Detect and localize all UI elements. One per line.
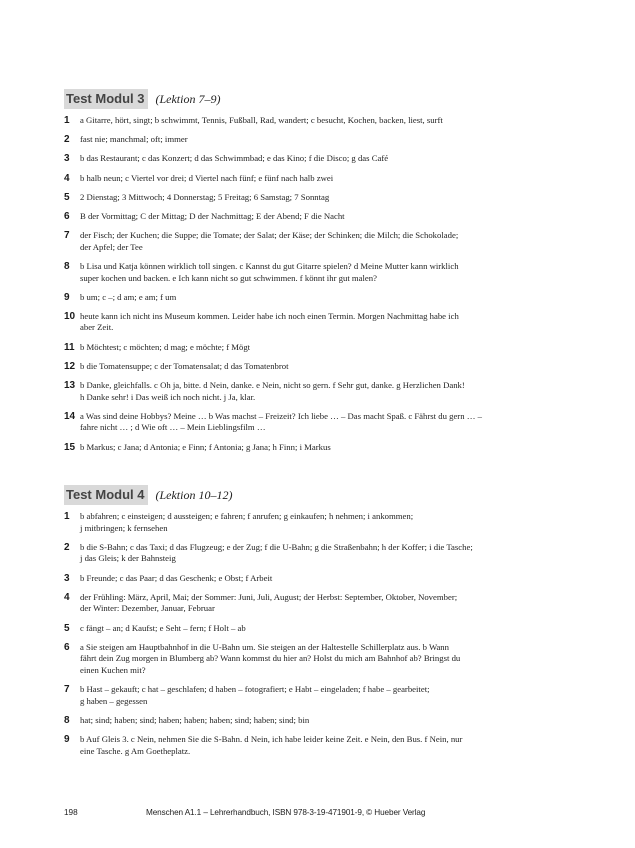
answer-item — [64, 153, 564, 165]
answer-text: a Sie steigen am Hauptbahnhof in die U-Bahn um. Sie steigen an der Haltestelle Schillerplatz aus. b Wann fährt dein Zug morgen in Blumberg ab? Wann kommst du hier an? Holst du mich am Bahnhof ab? Bringst du einen Kuchen mit? — [80, 641, 461, 675]
answer-number: 1 — [64, 115, 70, 126]
answer-number: 8 — [64, 260, 70, 272]
answer-number: 7 — [64, 684, 70, 696]
answer-number: 9 — [64, 291, 70, 303]
answer-text: heute kann ich nicht ins Museum kommen. Leider habe ich noch einen Termin. Morgen Nachmittag habe ich aber Zeit. — [80, 310, 459, 333]
answer-number: 8 — [64, 714, 70, 726]
answer-text: b halb neun; c Viertel vor drei; d Viertel nach fünf; e fünf nach halb zwei — [80, 172, 334, 183]
answer-item — [64, 511, 564, 534]
answer-number: 2 — [64, 134, 70, 146]
answer-number: 14 — [64, 410, 76, 422]
answer-text: b Möchtest; c möchten; d mag; e möchte; f Mögt — [80, 341, 251, 352]
answer-number: 2 — [64, 541, 70, 553]
answer-item — [64, 361, 564, 373]
answer-item — [64, 292, 564, 304]
answer-number: 5 — [64, 191, 70, 203]
answer-item — [64, 715, 564, 727]
section-test-modul-4 — [64, 485, 564, 765]
answer-text: c fängt – an; d Kaufst; e Seht – fern; f Holt – ab — [80, 622, 246, 633]
answer-text: der Fisch; der Kuchen; die Suppe; die Tomate; der Salat; der Käse; der Schinken; die Milch; die Schokolade; der Apfel; der Tee — [80, 230, 459, 252]
answer-text: a Gitarre, hört, singt; b schwimmt, Tennis, Fußball, Rad, wandert; c besucht, Kochen, backen, liest, surft — [80, 115, 443, 125]
answer-item — [64, 230, 564, 253]
answer-text: hat; sind; haben; sind; haben; haben; haben; sind; haben; sind; bin — [80, 714, 310, 725]
answer-item — [64, 592, 564, 615]
answer-text: der Frühling: März, April, Mai; der Sommer: Juni, Juli, August; der Herbst: September, Oktober, November; der Winter: Dezember, Januar, Februar — [80, 591, 458, 614]
answer-item — [64, 442, 564, 454]
answer-item — [64, 642, 564, 677]
answer-text: b Hast – gekauft; c hat – geschlafen; d haben – fotografiert; e Habt – eingeladen; f habe – gearbeitet; g haben – gegessen — [80, 684, 430, 706]
answer-text: B der Vormittag; C der Mittag; D der Nachmittag; E der Abend; F die Nacht — [80, 210, 345, 221]
answer-text: b das Restaurant; c das Konzert; d das Schwimmbad; e das Kino; f die Disco; g das Café — [80, 153, 389, 164]
section-title: Test Modul 3 — [64, 89, 148, 109]
answer-number: 12 — [64, 360, 76, 372]
answer-item — [64, 623, 564, 635]
section-header — [64, 485, 564, 505]
answer-number: 5 — [64, 622, 70, 634]
answer-text: 2 Dienstag; 3 Mittwoch; 4 Donnerstag; 5 Freitag; 6 Samstag; 7 Sonntag — [80, 191, 330, 202]
answer-item — [64, 134, 564, 146]
answer-number: 11 — [64, 341, 75, 353]
section-title: Test Modul 4 — [64, 485, 148, 505]
footer-credit: Menschen A1.1 – Lehrerhandbuch, ISBN 978-3-19-471901-9, © Hueber Verlag — [146, 808, 426, 817]
answer-item — [64, 380, 564, 403]
answer-item — [64, 573, 564, 585]
section-subtitle: (Lektion 7–9) — [155, 92, 221, 106]
answer-item — [64, 211, 564, 223]
answer-item — [64, 684, 564, 707]
answer-number: 4 — [64, 172, 70, 184]
answer-item — [64, 342, 564, 354]
answer-text: b die S-Bahn; c das Taxi; d das Flugzeug; e der Zug; f die U-Bahn; g die Straßenbahn; h der Koffer; i die Tasche; j das Gleis; k der Bahnsteig — [80, 541, 473, 564]
answer-number: 3 — [64, 572, 70, 584]
answer-text: b die Tomatensuppe; c der Tomatensalat; d das Tomatenbrot — [80, 360, 289, 371]
answer-number: 9 — [64, 734, 70, 746]
answer-item — [64, 115, 564, 127]
answer-item — [64, 411, 564, 434]
section-test-modul-3 — [64, 89, 564, 461]
answer-text: b um; c –; d am; e am; f um — [80, 291, 177, 302]
answer-text: b Danke, gleichfalls. c Oh ja, bitte. d Nein, danke. e Nein, nicht so gern. f Sehr gut, danke. g Herzlichen Dank! h Danke sehr! i Das weiß ich noch nicht. j Ja, klar. — [80, 380, 465, 402]
answer-item — [64, 311, 564, 334]
answer-text: fast nie; manchmal; oft; immer — [80, 134, 188, 145]
answer-item — [64, 261, 564, 284]
answer-number: 6 — [64, 210, 70, 222]
section-header — [64, 89, 564, 109]
answer-number: 4 — [64, 591, 70, 603]
answer-text: b Markus; c Jana; d Antonia; e Finn; f Antonia; g Jana; h Finn; i Markus — [80, 441, 331, 452]
answer-number: 13 — [64, 380, 76, 392]
answer-list — [64, 115, 564, 453]
answer-item — [64, 542, 564, 565]
answer-number: 6 — [64, 641, 70, 653]
answer-number: 15 — [64, 441, 76, 453]
answer-number: 10 — [64, 310, 76, 322]
answer-text: b Lisa und Katja können wirklich toll singen. c Kannst du gut Gitarre spielen? d Meine Mutter kann wirklich super kochen und backen. e Ich kann nicht so gut schwimmen. f könnt ihr gut malen? — [80, 260, 459, 283]
answer-text: b Auf Gleis 3. c Nein, nehmen Sie die S-Bahn. d Nein, ich habe leider keine Zeit. e Nein, den Bus. f Nein, nur eine Tasche. g Am Goetheplatz. — [80, 734, 463, 756]
page-number: 198 — [64, 808, 78, 817]
section-subtitle: (Lektion 10–12) — [155, 488, 233, 502]
answer-number: 1 — [64, 511, 70, 522]
answer-list — [64, 511, 564, 757]
answer-text: b Freunde; c das Paar; d das Geschenk; e Obst; f Arbeit — [80, 572, 273, 583]
answer-item — [64, 192, 564, 204]
page-footer — [64, 808, 564, 822]
answer-text: b abfahren; c einsteigen; d aussteigen; e fahren; f anrufen; g einkaufen; h nehmen; i ankommen; j mitbringen; k fernsehen — [80, 511, 414, 533]
answer-number: 3 — [64, 153, 70, 165]
answer-item — [64, 734, 564, 757]
answer-item — [64, 173, 564, 185]
answer-number: 7 — [64, 230, 70, 242]
answer-text: a Was sind deine Hobbys? Meine … b Was machst – Freizeit? Ich liebe … – Das macht Spaß. c Fährst du gern … – fahre nicht … ; d Wie oft … – Mein Lieblingsfilm … — [80, 410, 482, 433]
